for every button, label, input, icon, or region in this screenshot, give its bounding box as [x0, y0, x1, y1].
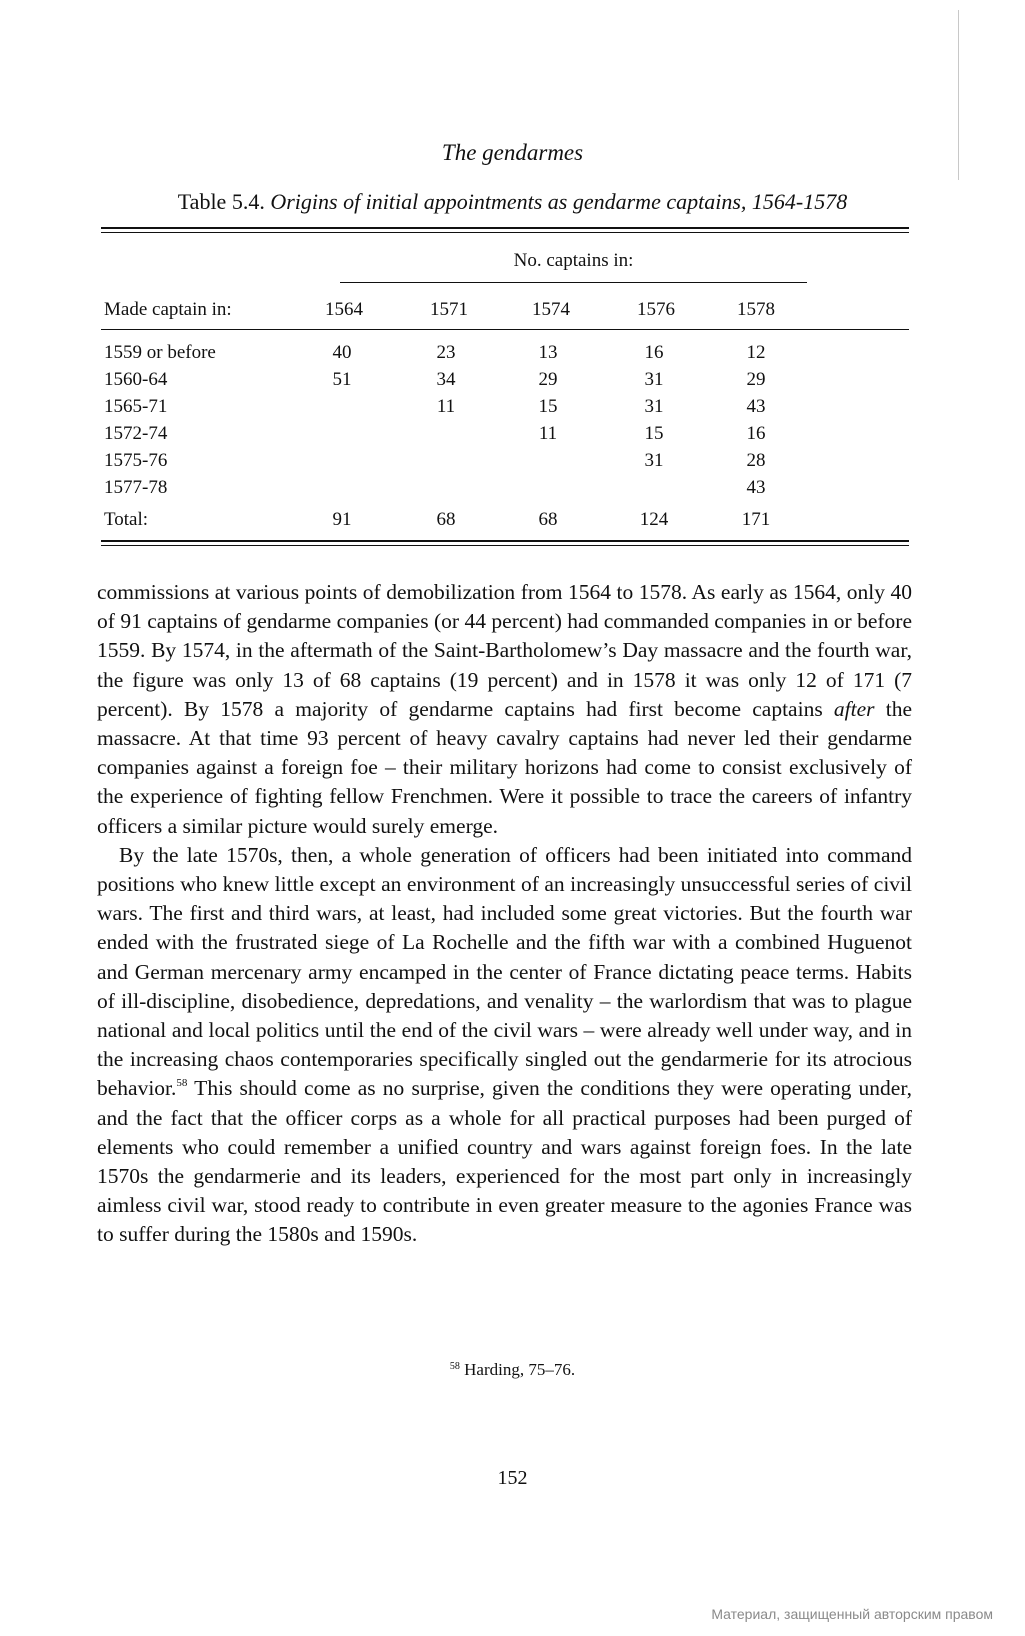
- body-text-run: By the late 1570s, then, a whole generation of officers had been initiated into command positions who knew little except an environment of an increasingly unsuccessful series of civil wars. The first and third wars, at least, had included some great victories. But the fourth war ended with the frustrated siege of La Rochelle and the fifth war with a combined Huguenot and German mercenary army encamped in the center of France dictating peace terms. Habits of ill-discipline, disobedience, depredations, and venality – the warlordism that was to plague national and local politics until the end of the civil wars – were already well under way, and in the increasing chaos contemporaries specifically singled out the gendarmerie for its atrocious behavior.: [97, 842, 912, 1101]
- table-row-header: Made captain in:: [104, 299, 232, 320]
- running-head: The gendarmes: [441, 140, 584, 165]
- table-top-rule: [101, 227, 909, 233]
- table-total-cell: 91: [332, 509, 352, 530]
- table-group-rule: [340, 282, 807, 283]
- table-cell: 31: [644, 450, 664, 471]
- body-text: [97, 578, 912, 1250]
- table-cell: 11: [538, 423, 558, 444]
- table-cell: 28: [746, 450, 766, 471]
- footnote-marker: 58: [449, 1361, 460, 1372]
- table-cell: 34: [436, 369, 456, 390]
- table-row-label: 1575-76: [104, 450, 168, 471]
- table-cell: 43: [746, 477, 766, 498]
- table-total-cell: 124: [639, 509, 669, 530]
- copyright-watermark: Материал, защищенный авторским правом: [711, 1606, 993, 1622]
- table-column-header: 1578: [737, 299, 775, 320]
- table-cell: 13: [538, 342, 558, 363]
- table-cell: 31: [644, 369, 664, 390]
- table-cell: 16: [746, 423, 766, 444]
- table-cell: 29: [746, 369, 766, 390]
- table-row-label: 1565-71: [104, 396, 168, 417]
- table-cell: 31: [644, 396, 664, 417]
- table-caption: [0, 189, 1025, 215]
- body-paragraph: [97, 841, 912, 1250]
- table-caption-title: Origins of initial appointments as gendarme captains, 1564-1578: [270, 189, 848, 214]
- table-group-header: No. captains in:: [513, 250, 634, 271]
- footnote-text: Harding, 75–76.: [464, 1360, 576, 1379]
- table-total-cell: 171: [741, 509, 771, 530]
- table-column-header: 1574: [532, 299, 570, 320]
- table-cell: 51: [332, 369, 352, 390]
- table-bottom-rule: [101, 540, 909, 546]
- table-cell: 15: [644, 423, 664, 444]
- table-cell: 12: [746, 342, 766, 363]
- table-column-header: 1564: [325, 299, 363, 320]
- table-cell: 40: [332, 342, 352, 363]
- page-number: 152: [497, 1467, 528, 1489]
- table-cell: 11: [436, 396, 456, 417]
- emphasis-text: after: [833, 696, 875, 721]
- table-cell: 23: [436, 342, 456, 363]
- body-text-run: commissions at various points of demobilization from 1564 to 1578. As early as 1564, only 40 of 91 captains of gendarme companies (or 44 percent) had commanded companies in or before 1559. By 1574, in the aftermath of the Saint-Bartholomew’s Day massacre and the fourth war, the figure was only 13 of 68 captains (19 percent) and in 1578 it was only 12 of 171 (7 percent). By 1578 a majority of gendarme captains had first become captains: [97, 580, 912, 721]
- table-header-rule: [101, 329, 909, 330]
- table-cell: 15: [538, 396, 558, 417]
- footnote-reference: 58: [176, 1077, 188, 1090]
- body-text-run: the massacre. At that time 93 percent of heavy cavalry captains had never led their gendarme companies against a foreign foe – their military horizons had come to consist exclusively of the experience of fighting fellow Frenchmen. Were it possible to trace the careers of infantry officers a similar picture would surely emerge.: [97, 696, 912, 838]
- table-row-label: 1572-74: [104, 423, 168, 444]
- body-paragraph: [97, 578, 912, 841]
- table-row-label: 1577-78: [104, 477, 168, 498]
- table-cell: 43: [746, 396, 766, 417]
- table-total-label: Total:: [104, 509, 149, 530]
- table-total-cell: 68: [538, 509, 558, 530]
- body-text-run: This should come as no surprise, given the conditions they were operating under, and the fact that the officer corps as a whole for all practical purposes had been purged of elements who could remember a unified country and wars against foreign foes. In the late 1570s the gendarmerie and its leaders, experienced for the most part only in increasingly aimless civil war, stood ready to contribute in even greater measure to the agonies France was to suffer during the 1580s and 1590s.: [97, 1076, 912, 1247]
- table-row-label: 1559 or before: [104, 342, 216, 363]
- table-total-cell: 68: [436, 509, 456, 530]
- footnote: [0, 1360, 1025, 1380]
- table-column-header: 1571: [430, 299, 468, 320]
- table-cell: 29: [538, 369, 558, 390]
- table-cell: 16: [644, 342, 664, 363]
- table-caption-label: Table 5.4.: [177, 189, 265, 214]
- table-row-label: 1560-64: [104, 369, 168, 390]
- table-column-header: 1576: [637, 299, 675, 320]
